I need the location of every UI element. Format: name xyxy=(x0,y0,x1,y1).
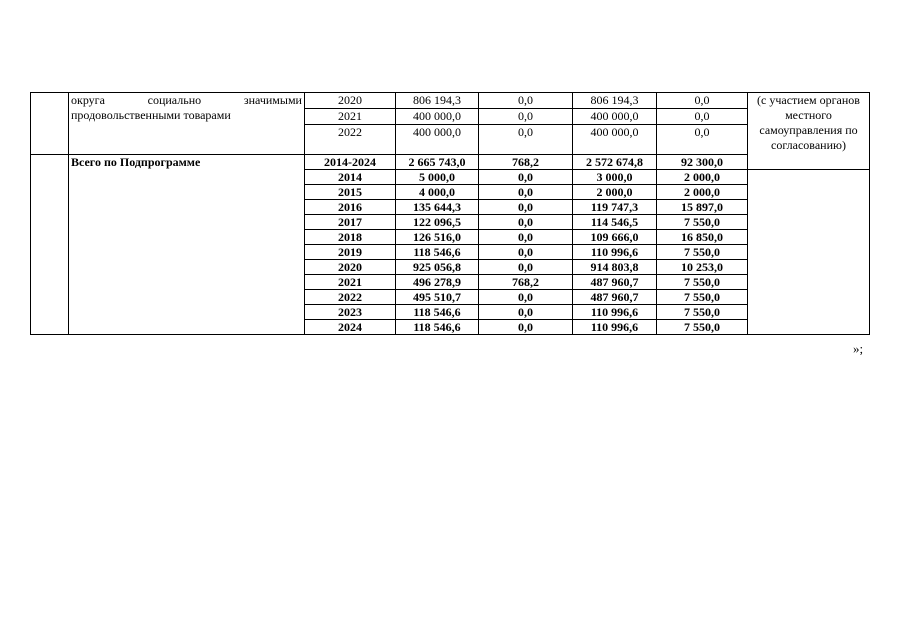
amount-col4-cell: 16 850,0 xyxy=(657,230,748,245)
amount-col2-cell: 0,0 xyxy=(479,260,573,275)
index-cell xyxy=(31,93,69,155)
amount-col4-cell: 0,0 xyxy=(657,125,748,155)
year-cell: 2014-2024 xyxy=(305,155,396,170)
amount-col3-cell: 119 747,3 xyxy=(573,200,657,215)
amount-col2-cell: 0,0 xyxy=(479,215,573,230)
closing-quote-mark: »; xyxy=(853,341,864,356)
year-cell: 2020 xyxy=(305,260,396,275)
amount-total-cell: 2 665 743,0 xyxy=(396,155,479,170)
amount-total-cell: 400 000,0 xyxy=(396,125,479,155)
amount-col3-cell: 2 572 674,8 xyxy=(573,155,657,170)
amount-col4-cell: 10 253,0 xyxy=(657,260,748,275)
amount-col2-cell: 0,0 xyxy=(479,125,573,155)
description-line-1 xyxy=(71,93,302,108)
amount-col4-cell: 7 550,0 xyxy=(657,305,748,320)
year-cell: 2019 xyxy=(305,245,396,260)
table-row xyxy=(31,93,870,109)
amount-total-cell: 118 546,6 xyxy=(396,305,479,320)
amount-total-cell: 496 278,9 xyxy=(396,275,479,290)
amount-col4-cell: 0,0 xyxy=(657,109,748,125)
year-cell: 2021 xyxy=(305,109,396,125)
amount-col2-cell: 0,0 xyxy=(479,109,573,125)
amount-col2-cell: 0,0 xyxy=(479,170,573,185)
total-label: Всего по Подпрограмме xyxy=(69,155,305,335)
amount-col2-cell: 0,0 xyxy=(479,200,573,215)
amount-col4-cell: 2 000,0 xyxy=(657,170,748,185)
description-line-2: продовольственными товарами xyxy=(71,108,231,122)
amount-total-cell: 126 516,0 xyxy=(396,230,479,245)
amount-col3-cell: 914 803,8 xyxy=(573,260,657,275)
amount-col2-cell: 0,0 xyxy=(479,185,573,200)
amount-col4-cell: 7 550,0 xyxy=(657,320,748,335)
amount-col3-cell: 487 960,7 xyxy=(573,290,657,305)
amount-col2-cell: 0,0 xyxy=(479,305,573,320)
amount-col3-cell: 114 546,5 xyxy=(573,215,657,230)
amount-col2-cell: 0,0 xyxy=(479,230,573,245)
description-word: округа xyxy=(71,93,105,107)
year-cell: 2015 xyxy=(305,185,396,200)
participants-note: (с участием органов местного самоуправления по согласованию) xyxy=(748,93,870,170)
amount-total-cell: 4 000,0 xyxy=(396,185,479,200)
year-cell: 2024 xyxy=(305,320,396,335)
total-row xyxy=(31,155,870,170)
description-word: социально xyxy=(147,93,202,107)
amount-col4-cell: 7 550,0 xyxy=(657,290,748,305)
year-cell: 2023 xyxy=(305,305,396,320)
amount-total-cell: 122 096,5 xyxy=(396,215,479,230)
year-cell: 2022 xyxy=(305,125,396,155)
amount-total-cell: 118 546,6 xyxy=(396,320,479,335)
activity-description xyxy=(69,93,305,155)
table-body xyxy=(31,93,870,335)
amount-col3-cell: 110 996,6 xyxy=(573,245,657,260)
amount-col2-cell: 0,0 xyxy=(479,245,573,260)
amount-col2-cell: 768,2 xyxy=(479,275,573,290)
amount-total-cell: 400 000,0 xyxy=(396,109,479,125)
amount-col4-cell: 2 000,0 xyxy=(657,185,748,200)
amount-col3-cell: 2 000,0 xyxy=(573,185,657,200)
amount-col3-cell: 487 960,7 xyxy=(573,275,657,290)
index-cell xyxy=(31,155,69,335)
year-cell: 2022 xyxy=(305,290,396,305)
amount-total-cell: 5 000,0 xyxy=(396,170,479,185)
amount-total-cell: 118 546,6 xyxy=(396,245,479,260)
amount-col3-cell: 400 000,0 xyxy=(573,125,657,155)
year-cell: 2018 xyxy=(305,230,396,245)
empty-note-cell xyxy=(748,170,870,335)
year-cell: 2021 xyxy=(305,275,396,290)
description-word: значимыми xyxy=(243,93,302,107)
amount-col3-cell: 3 000,0 xyxy=(573,170,657,185)
amount-col3-cell: 110 996,6 xyxy=(573,305,657,320)
amount-col4-cell: 92 300,0 xyxy=(657,155,748,170)
amount-col2-cell: 0,0 xyxy=(479,320,573,335)
amount-col2-cell: 768,2 xyxy=(479,155,573,170)
year-cell: 2014 xyxy=(305,170,396,185)
amount-col4-cell: 7 550,0 xyxy=(657,245,748,260)
amount-col2-cell: 0,0 xyxy=(479,290,573,305)
year-cell: 2016 xyxy=(305,200,396,215)
amount-col3-cell: 109 666,0 xyxy=(573,230,657,245)
amount-col4-cell: 7 550,0 xyxy=(657,275,748,290)
subprogram-funding-table xyxy=(30,92,870,335)
year-cell: 2017 xyxy=(305,215,396,230)
amount-total-cell: 495 510,7 xyxy=(396,290,479,305)
year-cell: 2020 xyxy=(305,93,396,109)
amount-col3-cell: 400 000,0 xyxy=(573,109,657,125)
amount-total-cell: 925 056,8 xyxy=(396,260,479,275)
amount-col4-cell: 15 897,0 xyxy=(657,200,748,215)
amount-total-cell: 135 644,3 xyxy=(396,200,479,215)
amount-col4-cell: 0,0 xyxy=(657,93,748,109)
amount-col4-cell: 7 550,0 xyxy=(657,215,748,230)
amount-col3-cell: 806 194,3 xyxy=(573,93,657,109)
amount-col3-cell: 110 996,6 xyxy=(573,320,657,335)
amount-col2-cell: 0,0 xyxy=(479,93,573,109)
amount-total-cell: 806 194,3 xyxy=(396,93,479,109)
